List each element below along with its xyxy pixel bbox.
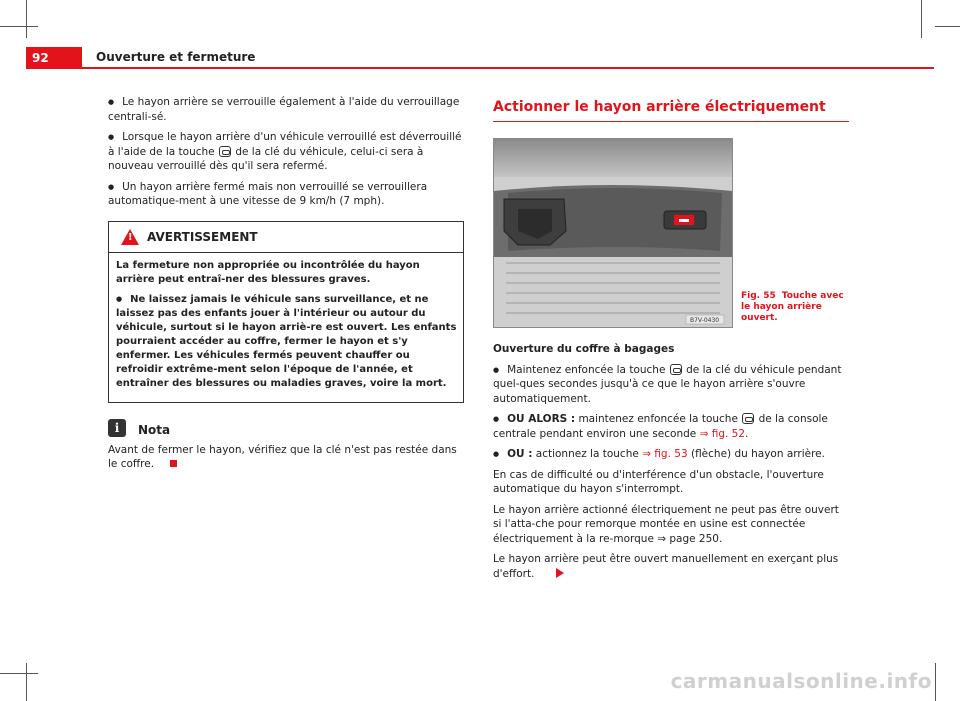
warning-body: [109, 253, 463, 402]
subsection-title: Ouverture du coffre à bagages: [493, 343, 675, 355]
paragraph: Le hayon arrière actionné électriquement ne peut pas être ouvert si l'atta-che pour remorque montée en usine est connectée électriquement à la re-morque ⇒ page 250.: [493, 503, 839, 545]
figure-caption: Fig. 55 Touche avec le hayon arrière ouvert.: [741, 291, 844, 323]
header-rule: [82, 67, 934, 69]
left-column: [108, 95, 464, 478]
crop-mark: [935, 663, 936, 701]
warning-header: [109, 222, 463, 253]
list-item: ● OU ALORS : maintenez enfoncée la touche de la console centrale pendant environ une seconde ⇒ fig. 52.: [493, 412, 849, 441]
end-section-icon: [170, 460, 177, 467]
crop-mark: [0, 26, 38, 27]
key-unlock-icon: [219, 146, 231, 157]
crop-mark: [26, 0, 27, 38]
list-item: ● Un hayon arrière fermé mais non verrouillé se verrouillera automatique-ment à une vitesse de 9 km/h (7 mph).: [108, 180, 464, 209]
figure-row: [493, 138, 849, 328]
list-item: ● Maintenez enfoncée la touche de la clé du véhicule pendant quel-ques secondes jusqu'à ce que le hayon arrière s'ouvre automatiquement.: [493, 363, 849, 407]
right-column: [493, 95, 849, 587]
trunk-button-illustration: [494, 139, 732, 327]
warning-text: ● Ne laissez jamais le véhicule sans surveillance, et ne laissez pas des enfants jouer à l'intérieur ou autour du véhicule, surtout si le hayon arriè-re est ouvert. Les enfants pourraient accéder au coffre, fermer le hayon et s'y enfermer. Les véhicules fermés peuvent chauffer ou refroidir extrême-ment selon l'époque de l'année, et entraîner des blessures ou maladies graves, voire la mort.: [116, 292, 457, 391]
continue-arrow-icon: [556, 568, 564, 578]
info-icon: i: [108, 419, 126, 437]
warning-title: AVERTISSEMENT: [147, 229, 258, 244]
chapter-title: Ouverture et fermeture: [96, 50, 256, 64]
list-item: ● OU : actionnez la touche ⇒ fig. 53 (flèche) du hayon arrière.: [493, 447, 849, 462]
paragraph: Le hayon arrière peut être ouvert manuellement en exerçant plus d'effort.: [493, 553, 839, 580]
crop-mark: [921, 0, 922, 38]
figure-image: [493, 138, 733, 328]
crop-mark: [935, 26, 960, 27]
warning-box: [108, 221, 464, 403]
figure-code: B7V-0430: [690, 317, 720, 324]
watermark: carmanualsonline.info: [670, 669, 932, 693]
fig-52-link[interactable]: ⇒ fig. 52: [699, 427, 746, 440]
page-number: 92: [26, 47, 82, 69]
warning-text: La fermeture non appropriée ou incontrôlée du hayon arrière peut entraî-ner des blessures graves.: [116, 259, 420, 285]
note-text: Avant de fermer le hayon, vérifiez que la clé n'est pas restée dans le coffre.: [108, 443, 457, 470]
warning-triangle-icon: !: [121, 229, 139, 245]
crop-mark: [0, 673, 38, 674]
trunk-key-icon: [742, 413, 754, 424]
note-header: [108, 419, 464, 437]
key-icon: [670, 364, 682, 375]
paragraph: En cas de difficulté ou d'interférence d'un obstacle, l'ouverture automatique du hayon s'interrompt.: [493, 468, 824, 495]
list-item: ● Le hayon arrière se verrouille également à l'aide du verrouillage centrali-sé.: [108, 95, 464, 124]
fig-53-link[interactable]: ⇒ fig. 53: [642, 448, 688, 460]
list-item: ● Lorsque le hayon arrière d'un véhicule verrouillé est déverrouillé à l'aide de la touche de la clé du véhicule, celui-ci sera à nouveau verrouillé dès qu'il sera refermé.: [108, 130, 464, 174]
note-title: Nota: [138, 422, 171, 437]
section-title: Actionner le hayon arrière électriquement: [493, 99, 849, 122]
crop-mark: [26, 663, 27, 701]
